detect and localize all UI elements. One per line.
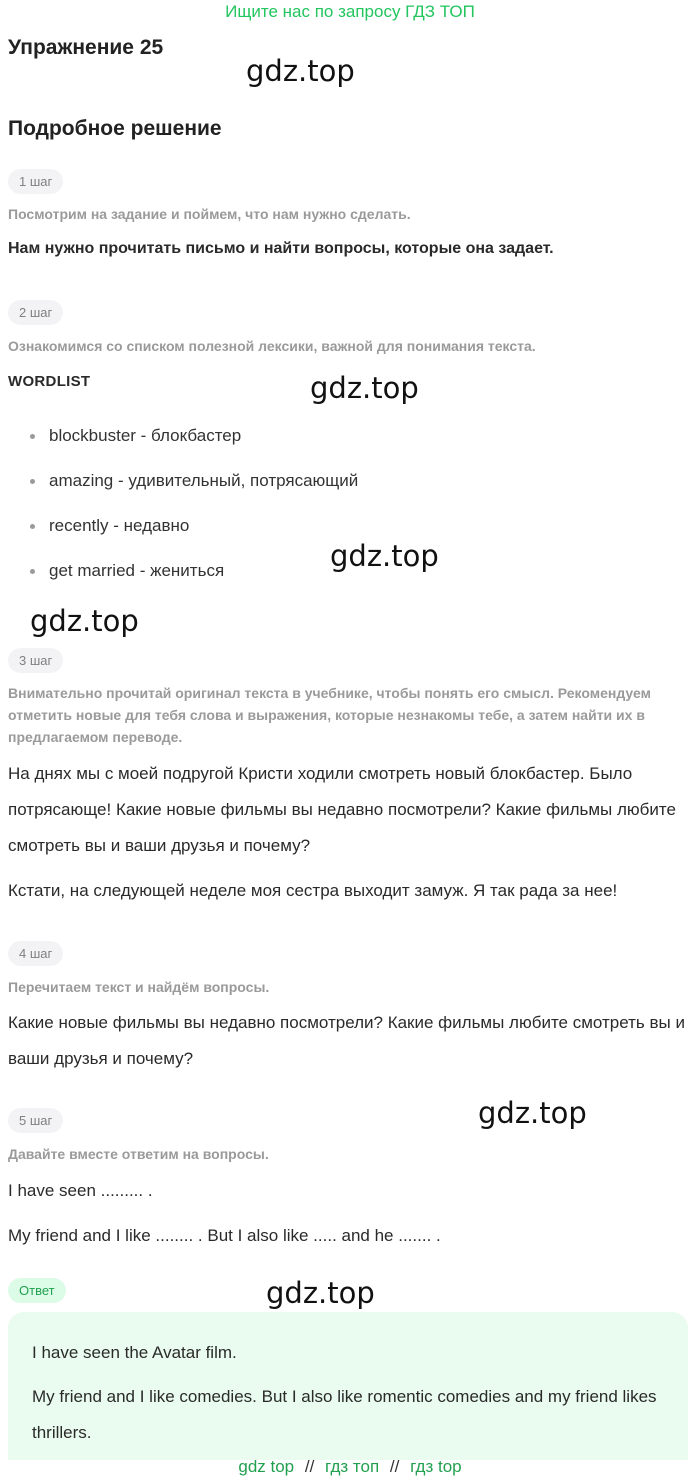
- answer-badge-label: Ответ: [8, 1278, 66, 1303]
- footer-links: [0, 1457, 700, 1477]
- footer-separator: //: [304, 1457, 315, 1476]
- step-badge-label: 4 шаг: [8, 941, 63, 966]
- answer-line-2: My friend and I like comedies. But I also like romentic comedies and my friend likes thrillers.: [32, 1387, 657, 1442]
- step-5-line-1: I have seen ......... .: [8, 1181, 153, 1200]
- watermark: gdz.top: [330, 539, 439, 573]
- answer-box: [8, 1312, 688, 1460]
- watermark: gdz.top: [266, 1276, 375, 1310]
- list-item: amazing - удивительный, потрясающий: [30, 466, 358, 511]
- step-1-hint: Посмотрим на задание и поймем, что нам нужно сделать.: [8, 206, 411, 222]
- step-1-badge: [8, 169, 63, 194]
- footer-link-3[interactable]: гдз top: [410, 1457, 462, 1476]
- step-badge-label: 5 шаг: [8, 1108, 63, 1133]
- answer-badge: [8, 1278, 66, 1303]
- answer-line-1: I have seen the Avatar film.: [32, 1343, 237, 1362]
- watermark: gdz.top: [30, 604, 139, 638]
- step-badge-label: 3 шаг: [8, 648, 63, 673]
- footer-link-1[interactable]: gdz top: [238, 1457, 295, 1476]
- watermark: gdz.top: [478, 1096, 587, 1130]
- step-1-text: Нам нужно прочитать письмо и найти вопросы, которые она задает.: [8, 240, 554, 257]
- watermark: gdz.top: [246, 54, 355, 88]
- wordlist: [30, 421, 358, 601]
- list-item: blockbuster - блокбастер: [30, 421, 358, 466]
- step-2-badge: [8, 300, 63, 325]
- footer-link-2[interactable]: гдз топ: [325, 1457, 380, 1476]
- search-banner: Ищите нас по запросу ГДЗ ТОП: [225, 2, 475, 21]
- step-2-hint: Ознакомимся со списком полезной лексики, важной для понимания текста.: [8, 338, 536, 354]
- page-title: Упражнение 25: [8, 36, 164, 59]
- wordlist-heading: WORDLIST: [8, 373, 91, 390]
- step-5-badge: [8, 1108, 63, 1133]
- step-badge-label: 2 шаг: [8, 300, 63, 325]
- step-3-badge: [8, 648, 63, 673]
- step-3-hint: Внимательно прочитай оригинал текста в учебнике, чтобы понять его смысл. Рекомендуем отметить новые для тебя слова и выражения, которые незнакомы тебе, а затем найти их в предлагаемом переводе.: [8, 685, 651, 745]
- step-4-hint: Перечитаем текст и найдём вопросы.: [8, 979, 270, 995]
- step-3-paragraph-1: На днях мы с моей подругой Кристи ходили смотреть новый блокбастер. Было потрясающе! Какие новые фильмы вы недавно посмотрели? Какие фильмы любите смотреть вы и ваши друзья и почему?: [8, 764, 676, 855]
- step-badge-label: 1 шаг: [8, 169, 63, 194]
- list-item: get married - жениться: [30, 556, 358, 601]
- solution-heading: Подробное решение: [8, 117, 222, 140]
- step-3-paragraph-2: Кстати, на следующей неделе моя сестра выходит замуж. Я так рада за нее!: [8, 881, 618, 900]
- watermark: gdz.top: [310, 371, 419, 405]
- footer-separator: //: [389, 1457, 400, 1476]
- step-4-badge: [8, 941, 63, 966]
- list-item: recently - недавно: [30, 511, 358, 556]
- step-5-hint: Давайте вместе ответим на вопросы.: [8, 1146, 269, 1162]
- step-5-line-2: My friend and I like ........ . But I also like ..... and he ....... .: [8, 1226, 441, 1245]
- step-4-paragraph: Какие новые фильмы вы недавно посмотрели? Какие фильмы любите смотреть вы и ваши друзья и почему?: [8, 1013, 685, 1068]
